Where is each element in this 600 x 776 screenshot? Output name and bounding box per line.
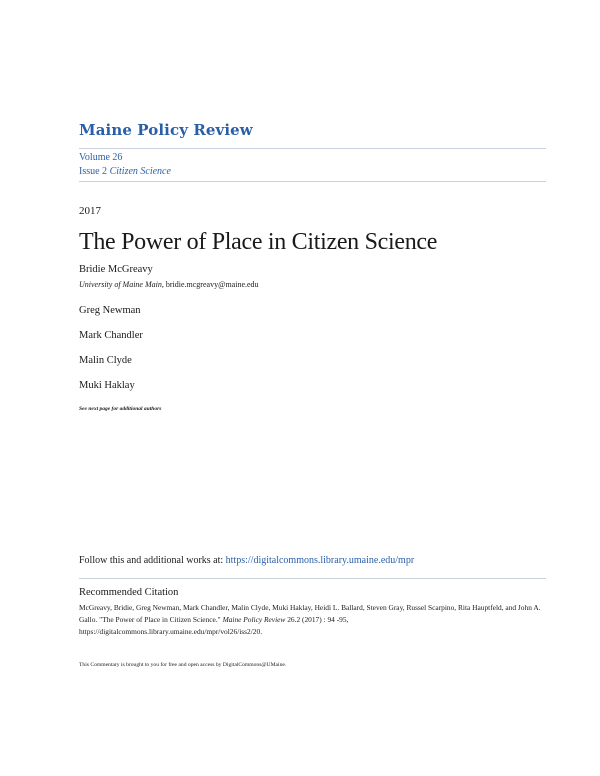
author-name: Mark Chandler	[79, 330, 143, 341]
author-name: Malin Clyde	[79, 355, 132, 366]
author-affiliation	[79, 280, 259, 289]
author-name: Bridie McGreavy	[79, 264, 153, 275]
author-email: , bridie.mcgreavy@maine.edu	[161, 280, 259, 289]
article-title: The Power of Place in Citizen Science	[79, 229, 438, 255]
citation-volume-pages: 26.2 (2017) : 94 -95,	[287, 615, 349, 624]
citation-authors-title: McGreavy, Bridie, Greg Newman, Mark Chandler, Malin Clyde, Muki Haklay, Heidi L. Ballard, Steven Gray, Russel Scarpino, Rita Hauptfeld, and John A. Gallo. "The Power of Place in Citizen Science."	[79, 603, 541, 624]
affiliation-name: University of Maine Main	[79, 280, 162, 289]
issue-label: Issue 2	[79, 166, 108, 177]
follow-label: Follow this and additional works at:	[79, 555, 224, 566]
citation-text	[79, 602, 547, 638]
publication-year: 2017	[79, 205, 101, 217]
volume-link[interactable]: Volume 26	[79, 152, 123, 163]
divider-citation	[79, 578, 546, 579]
repository-link[interactable]: https://digitalcommons.library.umaine.edu/mpr	[225, 555, 415, 566]
journal-title-link[interactable]: Maine Policy Review	[79, 121, 253, 139]
citation-url: https://digitalcommons.library.umaine.edu/mpr/vol26/iss2/20.	[79, 627, 263, 636]
issue-link[interactable]	[79, 166, 171, 177]
citation-journal: Maine Policy Review	[222, 615, 286, 624]
see-next-page-note: See next page for additional authors	[79, 406, 162, 412]
open-access-note: This Commentary is brought to you for free and open access by DigitalCommons@UMaine.	[79, 662, 287, 668]
issue-name: Citizen Science	[109, 166, 171, 177]
author-name: Muki Haklay	[79, 380, 135, 391]
recommended-citation-heading: Recommended Citation	[79, 587, 179, 598]
author-name: Greg Newman	[79, 305, 141, 316]
divider-top	[79, 148, 546, 149]
follow-line	[79, 555, 414, 566]
divider-issue	[79, 181, 546, 182]
